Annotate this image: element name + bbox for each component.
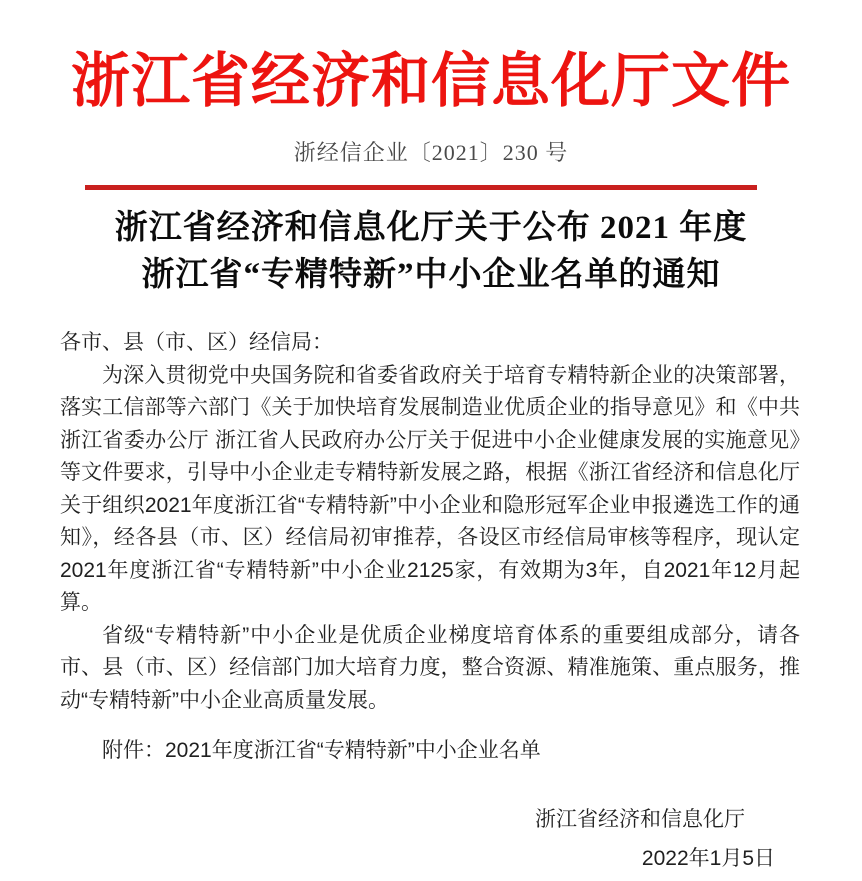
document-title [0, 205, 862, 299]
body-paragraph-2: 省级“专精特新”中小企业是优质企业梯度培育体系的重要组成部分，请各市、县（市、区）经信部门加大培育力度，整合资源、精准施策、重点服务，推动“专精特新”中小企业高质量发展。 [60, 623, 800, 712]
salutation-line: 各市、县（市、区）经信局： [60, 331, 333, 354]
document-body [0, 327, 862, 878]
document-title-line2: 浙江省“专精特新”中小企业名单的通知 [141, 257, 721, 293]
body-paragraph-1: 为深入贯彻党中央国务院和省委省政府关于培育专精特新企业的决策部署，落实工信部等六部门《关于加快培育发展制造业优质企业的指导意见》和《中共浙江省委办公厅 浙江省人民政府办公厅关于促进中小企业健康发展的实施意见》等文件要求，引导中小企业走专精特新发展之路，根据《浙江省经济和信息化厅关于组织2021年度浙江省“专精特新”中小企业和隐形冠军企业申报遴选工作的通知》，经各县（市、区）经信局初审推荐，各设区市经信局审核等程序，现认定2021年度浙江省“专精特新”中小企业2125家，有效期为3年，自2021年12月起算。 [60, 363, 800, 614]
signer-name: 浙江省经济和信息化厅 [535, 807, 745, 831]
red-divider-rule [85, 185, 757, 190]
agency-header-title: 浙江省经济和信息化厅文件 [70, 48, 791, 114]
doc-number: 浙经信企业〔2021〕230 号 [293, 140, 569, 165]
signature-block [60, 800, 800, 878]
signature-date: 2022年1月5日 [641, 846, 775, 870]
attachment-line: 附件：2021年度浙江省“专精特新”中小企业名单 [102, 739, 541, 762]
document-title-line1: 浙江省经济和信息化厅关于公布 2021 年度 [114, 210, 748, 246]
